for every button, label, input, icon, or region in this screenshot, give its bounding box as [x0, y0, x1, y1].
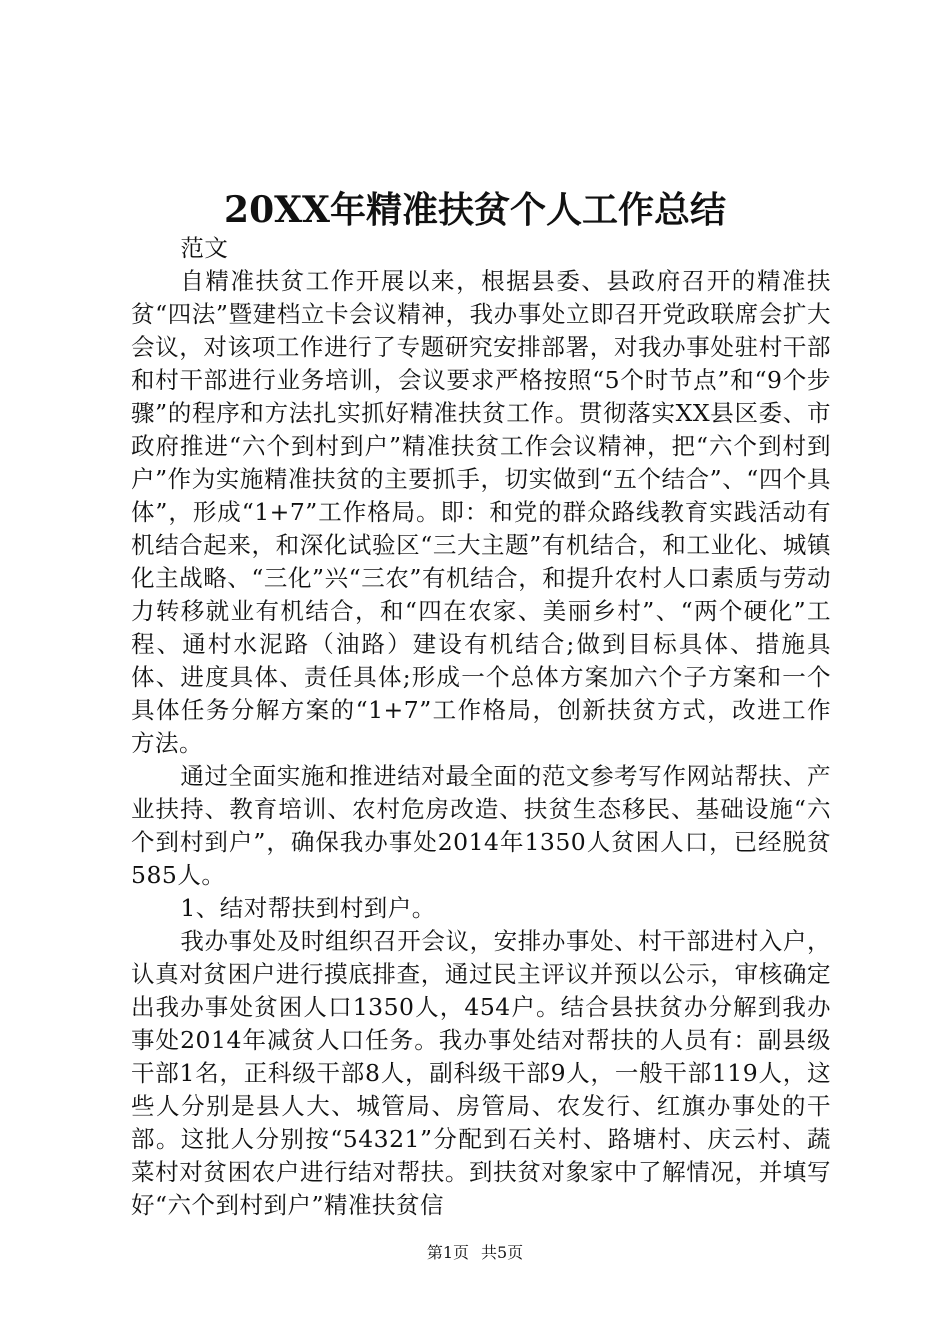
page-number: 第1页: [426, 1243, 469, 1262]
paragraph-intro: 自精准扶贫工作开展以来，根据县委、县政府召开的精准扶贫“四法”暨建档立卡会议精神，我办事处立即召开党政联席会扩大会议，对该项工作进行了专题研究安排部署，对我办事处驻村干部和村干部进行业务培训，会议要求严格按照“5个时节点”和“9个步骤”的程序和方法扎实抓好精准扶贫工作。贯彻落实XX县区委、市政府推进“六个到村到户”精准扶贫工作会议精神，把“六个到村到户”作为实施精准扶贫的主要抓手，切实做到“五个结合”、“四个具体”，形成“1+7”工作格局。即：和党的群众路线教育实践活动有机结合起来，和深化试验区“三大主题”有机结合，和工业化、城镇化主战略、“三化”兴“三农”有机结合，和提升农村人口素质与劳动力转移就业有机结合，和“四在农家、美丽乡村”、“两个硬化”工程、通村水泥路（油路）建设有机结合;做到目标具体、措施具体、进度具体、责任具体;形成一个总体方案加六个子方案和一个具体任务分解方案的“1+7”工作格局，创新扶贫方式，改进工作方法。: [131, 267, 831, 757]
section-heading: 1、结对帮扶到村到户。: [180, 894, 436, 922]
paragraph-pairing: 我办事处及时组织召开会议，安排办事处、村干部进村入户，认真对贫困户进行摸底排查，通过民主评议并预以公示，审核确定出我办事处贫困人口1350人，454户。结合县扶贫办分解到我办事处2014年减贫人口任务。我办事处结对帮扶的人员有：副县级干部1名，正科级干部8人，副科级干部9人，一般干部119人，这些人分别是县人大、城管局、房管局、农发行、红旗办事处的干部。这批人分别按“54321”分配到石关村、路塘村、庆云村、蔬菜村对贫困农户进行结对帮扶。到扶贫对象家中了解情况，并填写好“六个到村到户”精准扶贫信: [131, 927, 831, 1219]
document-title: 20XX年精准扶贫个人工作总结: [224, 189, 726, 231]
page-total: 共5页: [481, 1243, 524, 1262]
page-footer: [0, 1243, 950, 1263]
paragraph-results: 通过全面实施和推进结对最全面的范文参考写作网站帮扶、产业扶持、教育培训、农村危房改造、扶贫生态移民、基础设施“六个到村到户”，确保我办事处2014年1350人贫困人口，已经脱贫585人。: [131, 762, 831, 889]
document-body: [131, 232, 831, 1222]
paragraph-label: 范文: [180, 234, 229, 262]
